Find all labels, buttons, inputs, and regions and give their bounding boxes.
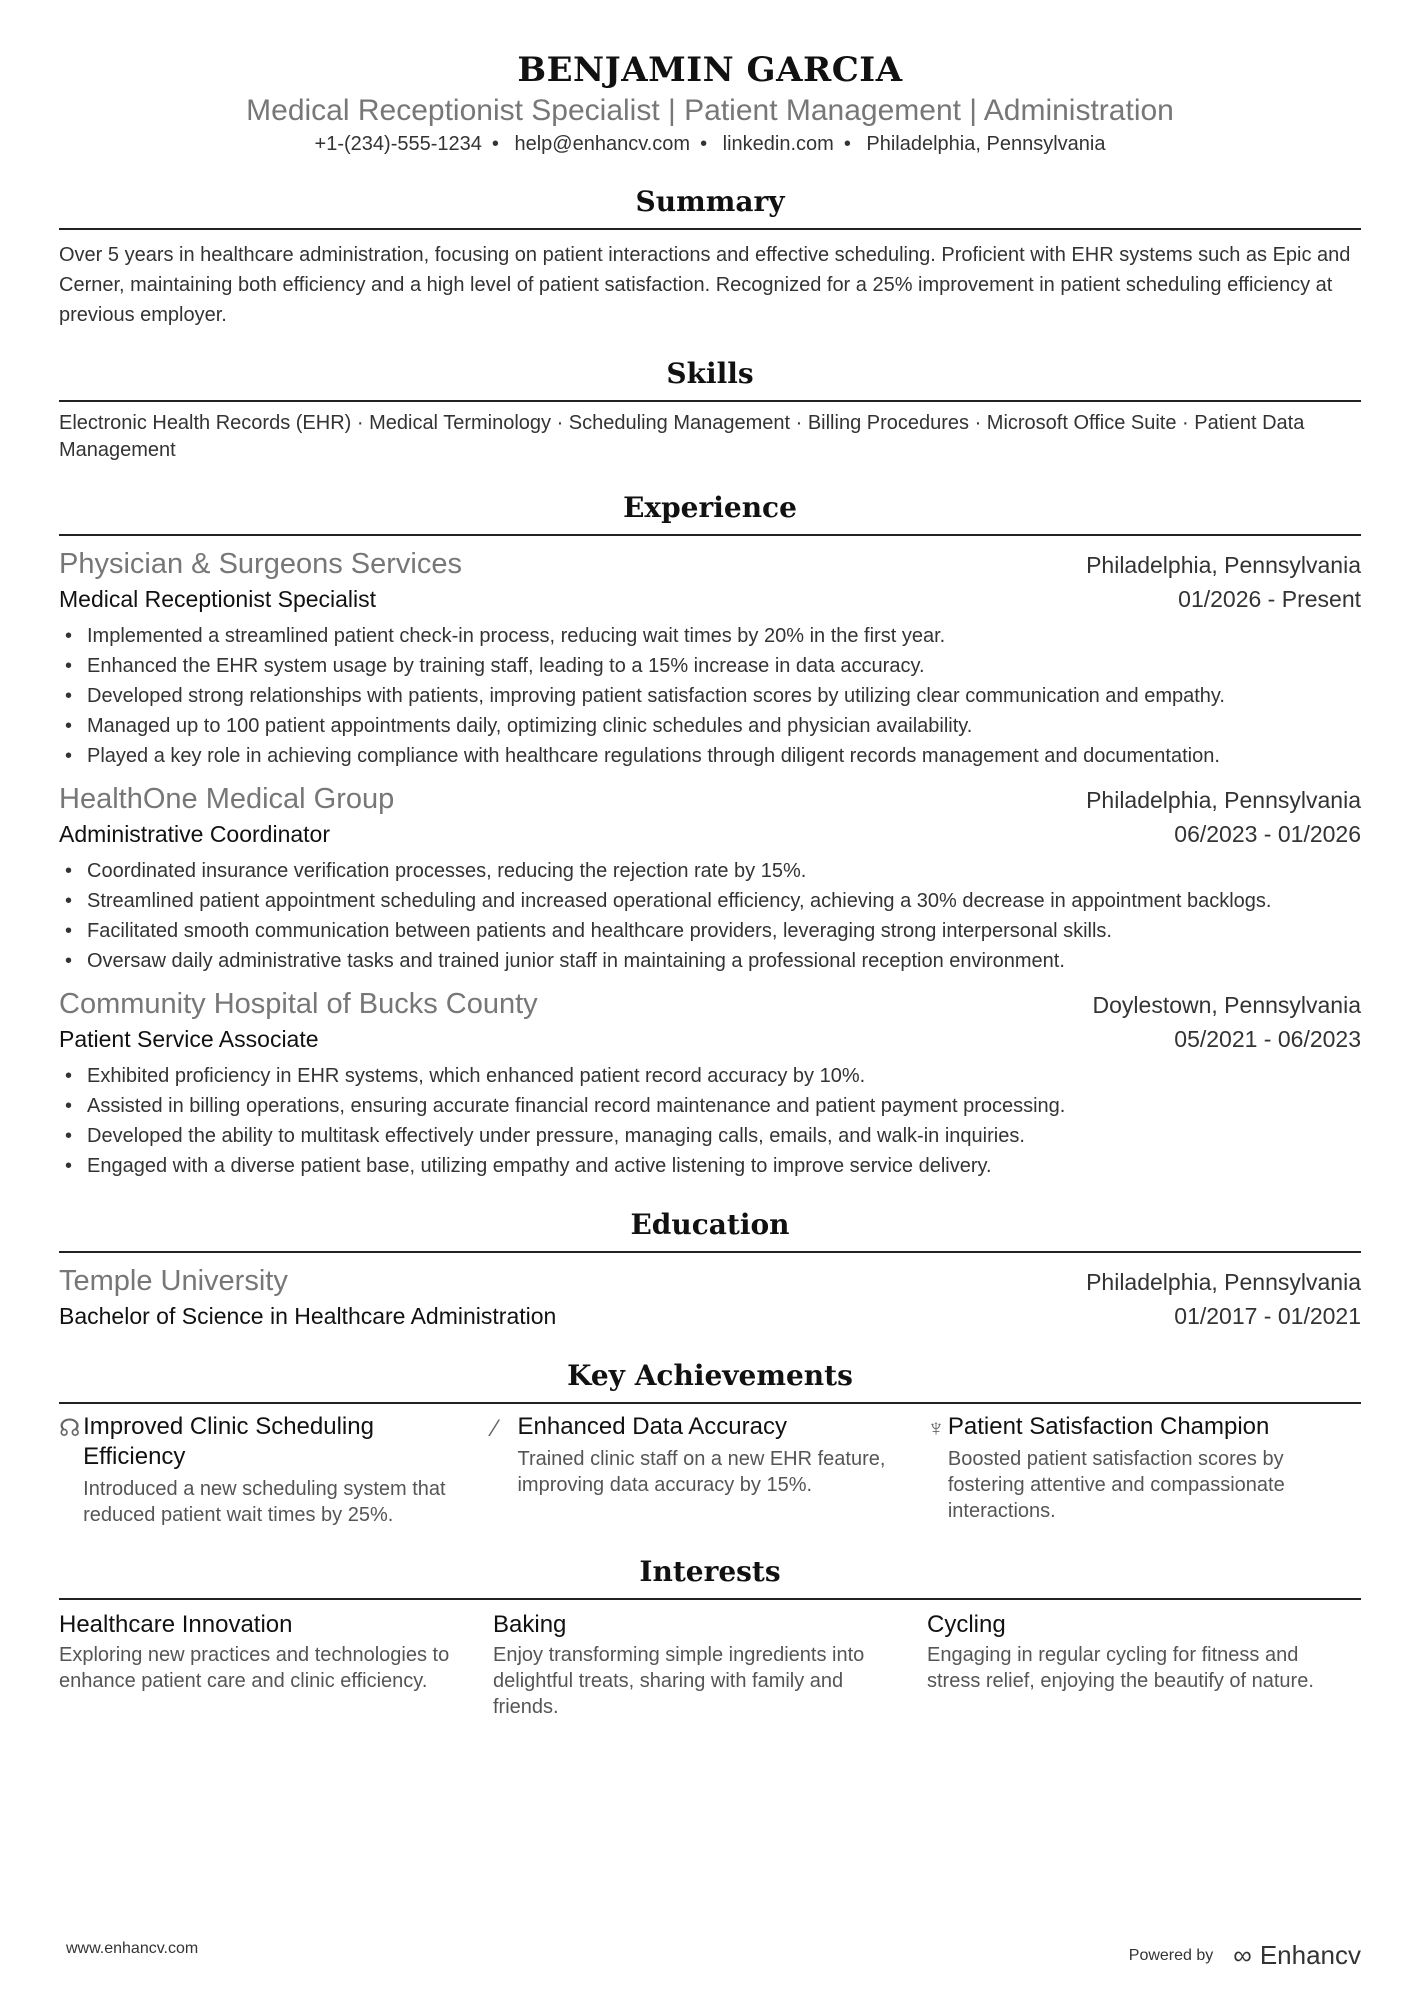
achievement-desc: Boosted patient satisfaction scores by fostering attentive and compassionate interactions. xyxy=(947,1448,1285,1522)
company: Community Hospital of Bucks County xyxy=(59,988,538,1020)
company: Physician & Surgeons Services xyxy=(59,548,462,580)
phone: +1-(234)-555-1234 xyxy=(314,133,482,155)
achievement-desc: Introduced a new scheduling system that reduced patient wait times by 25%. xyxy=(83,1478,446,1526)
school: Temple University xyxy=(59,1265,288,1297)
education-title: Education xyxy=(59,1207,1361,1253)
achievements-list xyxy=(59,1412,1361,1528)
candidate-name: BENJAMIN GARCIA xyxy=(517,50,903,90)
education-entry xyxy=(59,1263,1361,1332)
job-location: Doylestown, Pennsylvania xyxy=(1092,992,1361,1018)
job-role: Patient Service Associate xyxy=(59,1026,319,1052)
footer xyxy=(66,1940,1361,1971)
interest-desc: Enjoy transforming simple ingredients into delightful treats, sharing with family and friends. xyxy=(493,1644,865,1718)
magic-wand-icon: ⁄ xyxy=(493,1415,498,1442)
trophy-icon: ♆ xyxy=(927,1415,945,1442)
linkedin[interactable]: linkedin.com xyxy=(722,133,834,155)
contact-line: +1-(234)-555-1234 • help@enhancv.com • linkedin.com • Philadelphia, Pennsylvania xyxy=(314,133,1106,155)
job-dates: 05/2021 - 06/2023 xyxy=(1174,1026,1361,1052)
experience-list xyxy=(59,546,1361,1181)
bullet: • Engaged with a diverse patient base, utilizing empathy and active listening to improve service delivery. xyxy=(59,1151,1361,1181)
achievement-title: Enhanced Data Accuracy xyxy=(517,1413,787,1440)
bullet: • Managed up to 100 patient appointments daily, optimizing clinic schedules and physician availability. xyxy=(59,711,1361,741)
infinity-icon: ∞ xyxy=(1233,1940,1252,1970)
interest-title: Cycling xyxy=(927,1611,1006,1638)
website-link[interactable]: www.enhancv.com xyxy=(66,1940,199,1957)
interest-title: Healthcare Innovation xyxy=(59,1611,293,1638)
interest-item xyxy=(493,1608,927,1720)
head-bulb-icon: ☊ xyxy=(59,1415,81,1442)
email[interactable]: help@enhancv.com xyxy=(514,133,691,155)
achievement-item xyxy=(493,1412,927,1528)
education-location: Philadelphia, Pennsylvania xyxy=(1086,1269,1361,1295)
bullet: • Oversaw daily administrative tasks and trained junior staff in maintaining a professional reception environment. xyxy=(59,946,1361,976)
job-role: Medical Receptionist Specialist xyxy=(59,586,377,612)
interests-title: Interests xyxy=(59,1554,1361,1600)
achievement-title: Patient Satisfaction Champion xyxy=(947,1413,1270,1440)
job-bullets xyxy=(59,856,1361,976)
achievement-title: Improved Clinic Scheduling Efficiency xyxy=(83,1413,374,1470)
bullet: • Played a key role in achieving compliance with healthcare regulations through diligent records management and documentation. xyxy=(59,741,1361,771)
job-dates: 06/2023 - 01/2026 xyxy=(1174,821,1361,847)
achievement-item xyxy=(927,1412,1361,1528)
job-location: Philadelphia, Pennsylvania xyxy=(1086,552,1361,578)
achievement-item xyxy=(59,1412,493,1528)
bullet: • Assisted in billing operations, ensuring accurate financial record maintenance and patient payment processing. xyxy=(59,1091,1361,1121)
achievements-title: Key Achievements xyxy=(59,1358,1361,1404)
powered-by: Powered by xyxy=(1128,1946,1214,1964)
bullet: • Implemented a streamlined patient check-in process, reducing wait times by 20% in the first year. xyxy=(59,621,1361,651)
experience-title: Experience xyxy=(59,490,1361,536)
interests-list xyxy=(59,1608,1361,1720)
enhancv-logo[interactable] xyxy=(1233,1940,1361,1971)
interest-item xyxy=(59,1608,493,1720)
job-dates: 01/2026 - Present xyxy=(1178,586,1361,612)
bullet: • Enhanced the EHR system usage by training staff, leading to a 15% increase in data accuracy. xyxy=(59,651,1361,681)
brand-name: Enhancv xyxy=(1259,1940,1361,1970)
degree: Bachelor of Science in Healthcare Administration xyxy=(59,1303,557,1329)
bullet: • Streamlined patient appointment scheduling and increased operational efficiency, achieving a 30% decrease in appointment backlogs. xyxy=(59,886,1361,916)
summary-title: Summary xyxy=(59,184,1361,230)
bullet: • Developed the ability to multitask effectively under pressure, managing calls, emails, and walk-in inquiries. xyxy=(59,1121,1361,1151)
bullet: • Developed strong relationships with patients, improving patient satisfaction scores by utilizing clear communication and empathy. xyxy=(59,681,1361,711)
achievement-desc: Trained clinic staff on a new EHR feature, improving data accuracy by 15%. xyxy=(517,1448,886,1496)
headline: Medical Receptionist Specialist | Patient Management | Administration xyxy=(246,94,1174,127)
interest-item xyxy=(927,1608,1361,1720)
job-entry xyxy=(59,986,1361,1181)
summary-text: Over 5 years in healthcare administration, focusing on patient interactions and effective scheduling. Proficient with EHR systems such as Epic and Cerner, maintaining both efficiency and a high level of patient satisfaction. Recognized for a 25% improvement in patient scheduling efficiency at previous employer. xyxy=(59,244,1351,326)
job-bullets xyxy=(59,1061,1361,1181)
job-location: Philadelphia, Pennsylvania xyxy=(1086,787,1361,813)
education-dates: 01/2017 - 01/2021 xyxy=(1174,1303,1361,1329)
interest-desc: Engaging in regular cycling for fitness and stress relief, enjoying the beautify of nature. xyxy=(927,1644,1314,1692)
interest-title: Baking xyxy=(493,1611,567,1638)
job-entry xyxy=(59,781,1361,976)
bullet: • Coordinated insurance verification processes, reducing the rejection rate by 15%. xyxy=(59,856,1361,886)
job-entry xyxy=(59,546,1361,771)
bullet: • Exhibited proficiency in EHR systems, which enhanced patient record accuracy by 10%. xyxy=(59,1061,1361,1091)
job-bullets xyxy=(59,621,1361,771)
job-role: Administrative Coordinator xyxy=(59,821,331,847)
location: Philadelphia, Pennsylvania xyxy=(866,133,1106,155)
skills-list: Electronic Health Records (EHR) · Medical Terminology · Scheduling Management · Billing Procedures · Microsoft Office Suite · Patient Data Management xyxy=(59,412,1305,461)
resume xyxy=(59,48,1361,1720)
interest-desc: Exploring new practices and technologies to enhance patient care and clinic efficiency. xyxy=(59,1644,450,1692)
skills-title: Skills xyxy=(59,356,1361,402)
bullet: • Facilitated smooth communication between patients and healthcare providers, leveraging strong interpersonal skills. xyxy=(59,916,1361,946)
company: HealthOne Medical Group xyxy=(59,783,395,815)
